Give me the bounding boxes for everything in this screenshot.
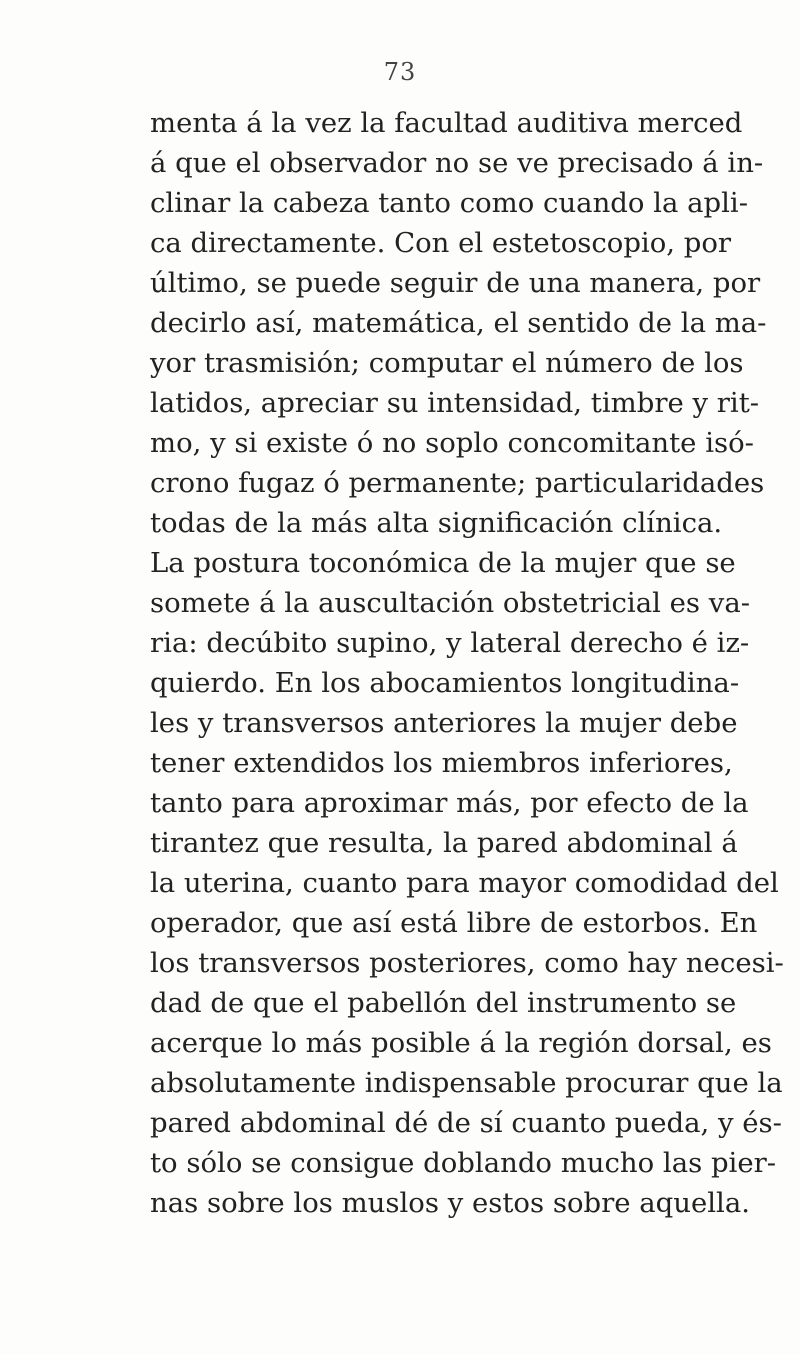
page-number: 73 (383, 58, 417, 86)
text-line: tanto para aproximar más, por efecto de la (150, 787, 749, 819)
text-line: les y transversos anteriores la mujer debe (150, 707, 738, 739)
text-line: to sólo se consigue doblando mucho las pier- (150, 1147, 777, 1179)
text-line: la uterina, cuanto para mayor comodidad del (150, 867, 779, 899)
body-text (150, 103, 784, 1223)
text-line: ria: decúbito supino, y lateral derecho é iz- (150, 627, 750, 659)
text-line: pared abdominal dé de sí cuanto pueda, y és- (150, 1107, 782, 1139)
text-line: decirlo así, matemática, el sentido de la ma- (150, 307, 767, 339)
text-line: á que el observador no se ve precisado á in- (150, 147, 764, 179)
text-line: quierdo. En los abocamientos longitudina- (150, 667, 740, 699)
text-line: latidos, apreciar su intensidad, timbre y rit- (150, 387, 760, 419)
text-line: operador, que así está libre de estorbos. En (150, 907, 758, 939)
text-line: nas sobre los muslos y estos sobre aquella. (150, 1187, 750, 1219)
text-line: La postura toconómica de la mujer que se (150, 547, 736, 579)
text-line: absolutamente indispensable procurar que la (150, 1067, 783, 1099)
text-line: crono fugaz ó permanente; particularidades (150, 467, 765, 499)
text-line: mo, y si existe ó no soplo concomitante isó- (150, 427, 754, 459)
text-line: ca directamente. Con el estetoscopio, por (150, 227, 732, 259)
text-line: los transversos posteriores, como hay necesi- (150, 947, 784, 979)
text-line: menta á la vez la facultad auditiva merced (150, 107, 743, 139)
text-line: somete á la auscultación obstetricial es va- (150, 587, 751, 619)
text-line: tirantez que resulta, la pared abdominal á (150, 827, 738, 859)
text-line: acerque lo más posible á la región dorsal, es (150, 1027, 772, 1059)
text-line: yor trasmisión; computar el número de los (150, 347, 744, 379)
text-line: todas de la más alta significación clínica. (150, 507, 723, 539)
text-line: tener extendidos los miembros inferiores, (150, 747, 733, 779)
text-line: clinar la cabeza tanto como cuando la apli- (150, 187, 748, 219)
text-line: dad de que el pabellón del instrumento se (150, 987, 737, 1019)
text-line: último, se puede seguir de una manera, por (150, 267, 761, 299)
